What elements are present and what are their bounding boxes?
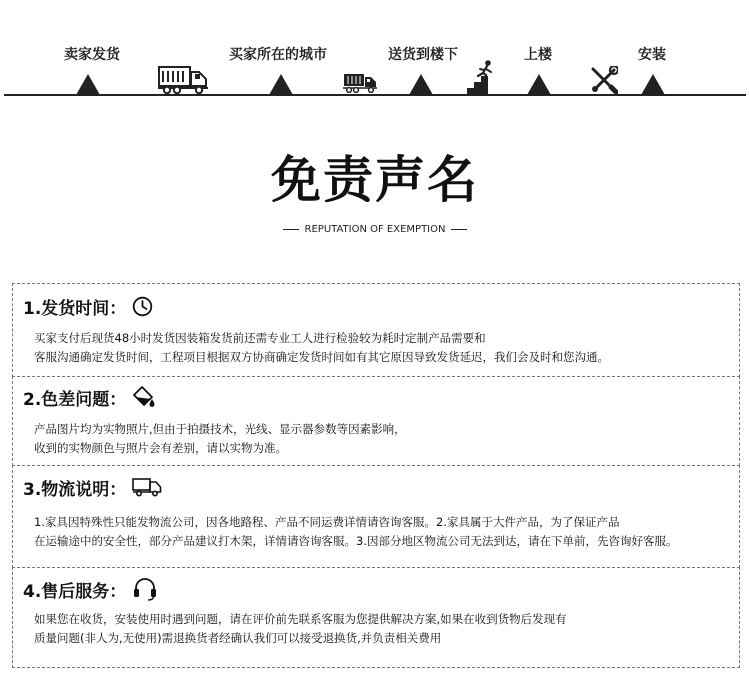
section-header-color-difference [23,382,156,412]
page-title: 免责声名 [271,151,479,209]
flow-baseline [4,94,746,96]
delivery-process-flow [0,0,750,110]
flow-step-downstairs: 送货到楼下 [388,47,458,63]
small-truck-icon [343,73,377,93]
delivery-truck-icon [132,477,162,497]
flow-marker-4 [527,74,551,95]
flow-step-buyer-city: 买家所在的城市 [229,47,327,63]
section-header-shipping-time [23,291,153,321]
subtitle-dash-right [451,229,467,230]
large-truck-icon [158,66,208,94]
section-text-line: 买家支付后现货48小时发货因装箱发货前还需专业工人进行检验较为耗时定制产品需要和 [34,331,486,345]
headset-icon [132,577,158,601]
section-header-after-sales [23,574,158,604]
section-title-after-sales: 4.售后服务： [23,581,127,602]
subtitle-dash-left [283,229,299,230]
tools-icon [590,66,618,94]
flow-marker-1 [76,74,100,95]
section-text-line: 产品图片均为实物照片,但由于拍摄技术，光线、显示器参数等因素影响， [34,422,406,436]
clock-icon [132,296,153,317]
section-title-shipping-time: 1.发货时间： [23,298,127,319]
flow-marker-2 [269,74,293,95]
section-header-logistics [23,472,162,502]
flow-marker-5 [641,74,665,95]
flow-step-seller-ships: 卖家发货 [64,47,120,63]
flow-step-install: 安装 [638,47,666,63]
subtitle-text: REPUTATION OF EXEMPTION [304,224,446,235]
section-text-line: 质量问题(非人为,无使用)需退换货者经确认我们可以接受退换货,并负责相关费用 [34,631,442,645]
section-text-line: 客服沟通确定发货时间，工程项目根据双方协商确定发货时间如有其它原因导致发货延迟，我们会及时和您沟通。 [34,350,609,364]
section-text-line: 如果您在收货，安装使用时遇到问题，请在评价前先联系客服为您提供解决方案,如果在收到货物后发现有 [34,612,567,626]
paint-bucket-icon [132,385,156,409]
section-title-color-difference: 2.色差问题： [23,389,127,410]
page-subtitle [0,224,750,235]
section-text-line: 在运输途中的安全性，部分产品建议打木架，详情请咨询客服。3.因部分地区物流公司无法到达，请在下单前，先咨询好客服。 [34,534,678,548]
section-text-line: 1.家具因特殊性只能发物流公司，因各地路程、产品不同运费详情请咨询客服。2.家具属于大件产品，为了保证产品 [34,515,620,529]
flow-step-upstairs: 上楼 [524,47,552,63]
section-text-line: 收到的实物颜色与照片会有差别，请以实物为准。 [34,441,287,455]
stairs-climb-icon [467,60,499,94]
flow-marker-3 [409,74,433,95]
section-title-logistics: 3.物流说明： [23,479,127,500]
